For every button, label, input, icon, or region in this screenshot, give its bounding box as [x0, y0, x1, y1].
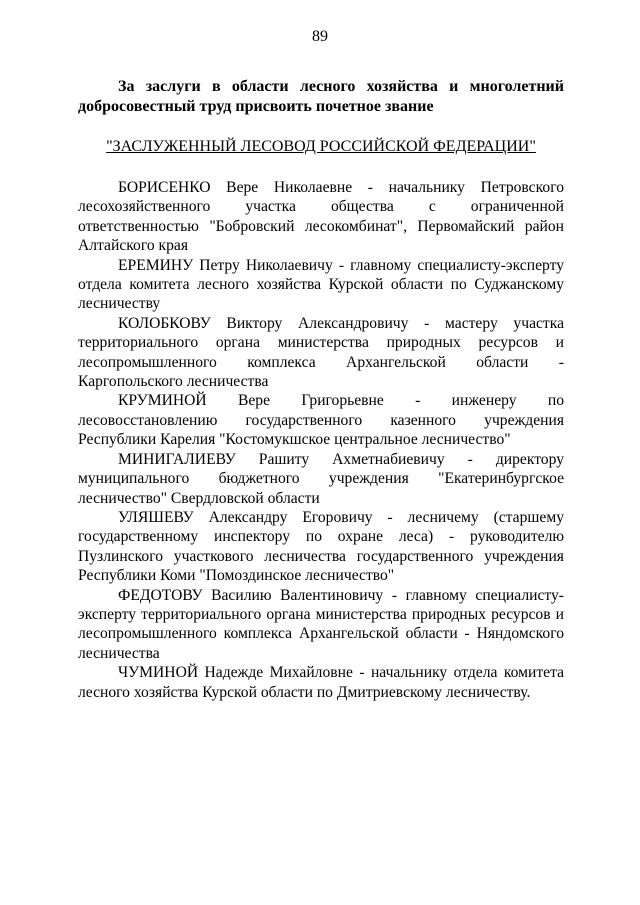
award-entry: ЧУМИНОЙ Надежде Михайловне - начальнику отдела комитета лесного хозяйства Курской области по Дмитриевскому лесничеству. — [78, 664, 564, 701]
award-entry: ФЕДОТОВУ Василию Валентиновичу - главному специалисту-эксперту территориального органа министерства природных ресурсов и лесопромышленного комплекса Архангельской области - Няндомского лесничества — [78, 586, 564, 662]
award-entry: МИНИГАЛИЕВУ Рашиту Ахметнабиевичу - директору муниципального бюджетного учреждения "Екатеринбургское лесничество" Свердловской области — [78, 450, 564, 507]
award-entry: ЕРЕМИНУ Петру Николаевичу - главному специалисту-эксперту отдела комитета лесного хозяйства Курской области по Суджанскому лесничеству — [78, 256, 564, 313]
award-list — [78, 178, 564, 702]
award-entry: УЛЯШЕВУ Александру Егоровичу - лесничему (старшему государственному инспектору по охране леса) - руководителю Пузлинского участкового лесничества государственного учреждения Республики Коми "Помоздинское лесничество" — [78, 508, 564, 585]
page-number: 89 — [312, 28, 328, 45]
award-entry: КРУМИНОЙ Вере Григорьевне - инженеру по лесовосстановлению государственного казенного учреждения Республики Карелия "Костомукшское центральное лесничество" — [78, 392, 564, 449]
award-entry: КОЛОБКОВУ Виктору Александровичу - мастеру участка территориального органа министерства природных ресурсов и лесопромышленного комплекса Архангельской области - Каргопольского лесничества — [78, 314, 564, 391]
honorary-title: "ЗАСЛУЖЕННЫЙ ЛЕСОВОД РОССИЙСКОЙ ФЕДЕРАЦИИ" — [106, 138, 536, 155]
decree-heading: За заслуги в области лесного хозяйства и многолетний добросовестный труд присвоить почетное звание — [78, 78, 564, 115]
award-entry: БОРИСЕНКО Вере Николаевне - начальнику Петровского лесохозяйственного участка общества с ограниченной ответственностью "Бобровский лесокомбинат", Первомайский район Алтайского края — [78, 179, 564, 255]
